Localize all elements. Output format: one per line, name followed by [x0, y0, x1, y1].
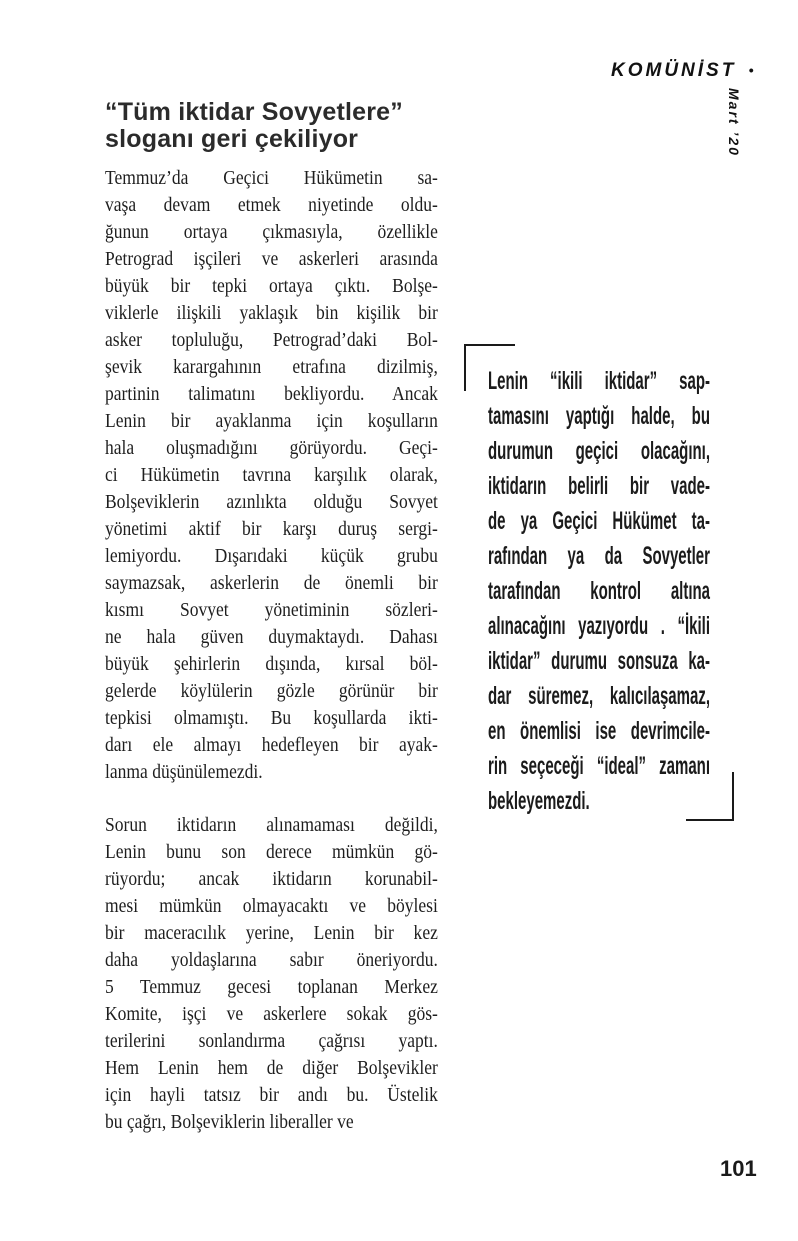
- body-text-line: tepkisi olmamıştı. Bu koşullarda ikti-: [105, 707, 438, 729]
- body-text-line: daha yoldaşlarına sabır öneriyordu.: [105, 949, 438, 971]
- body-text-line: lemiyordu. Dışarıdaki küçük grubu: [105, 545, 438, 567]
- body-text-line: gelerde köylülerin gözle görünür bir: [105, 680, 438, 702]
- body-text-line: asker topluluğu, Petrograd’daki Bol-: [105, 329, 438, 351]
- pullquote-line: bekleyemezdi.: [488, 787, 590, 815]
- body-text-line: Lenin bir ayaklanma için koşulların: [105, 410, 438, 432]
- pullquote-line: rafından ya da Sovyetler: [488, 542, 710, 570]
- body-text-line: ci Hükümetin tavrına karşılık olarak,: [105, 464, 438, 486]
- body-text-line: kısmı Sovyet yönetiminin sözleri-: [105, 599, 438, 621]
- body-text-line: büyük şehirlerin dışında, kırsal böl-: [105, 653, 438, 675]
- body-text-line: Hem Lenin hem de diğer Bolşevikler: [105, 1057, 438, 1079]
- pullquote-line: iktidarın belirli bir vade-: [488, 472, 710, 500]
- pullquote-line: de ya Geçici Hükümet ta-: [488, 507, 710, 535]
- body-text-line: Lenin bunu son derece mümkün gö-: [105, 841, 438, 863]
- masthead-bullet-icon: •: [748, 62, 754, 78]
- body-text-line: terilerini sonlandırma çağrısı yaptı.: [105, 1030, 438, 1052]
- article-body: [105, 165, 438, 1136]
- pullquote-line: Lenin “ikili iktidar” sap-: [488, 367, 710, 395]
- body-text-line: lanma düşünülemezdi.: [105, 761, 263, 783]
- body-text-line: mesi mümkün olmayacaktı ve böylesi: [105, 895, 438, 917]
- masthead-title: KOMÜNİST: [611, 60, 737, 81]
- page-number: 101: [720, 1156, 757, 1181]
- pullquote-line: tamasını yaptığı halde, bu: [488, 402, 710, 430]
- body-text-line: bu çağrı, Bolşeviklerin liberaller ve: [105, 1111, 354, 1133]
- body-text-line: yönetimi aktif bir karşı duruş sergi-: [105, 518, 438, 540]
- pullquote-line: iktidar” durumu sonsuza ka-: [488, 647, 710, 675]
- body-text-line: hala oluşmadığını görüyordu. Geçi-: [105, 437, 438, 459]
- body-text-line: vaşa devam etmek niyetinde oldu-: [105, 194, 438, 216]
- body-text-line: ne hala güven duymaktaydı. Dahası: [105, 626, 438, 648]
- body-text-line: büyük bir tepki ortaya çıktı. Bolşe-: [105, 275, 438, 297]
- body-text-line: Petrograd işçileri ve askerleri arasında: [105, 248, 438, 270]
- body-text-line: darı ele almayı hedefleyen bir ayak-: [105, 734, 438, 756]
- article-title: [105, 99, 475, 153]
- body-text-line: viklerle ilişkili yaklaşık bin kişilik bir: [105, 302, 438, 324]
- pullquote-line: rin seçeceği “ideal” zamanı: [488, 752, 710, 780]
- body-text-line: bir maceracılık yerine, Lenin bir kez: [105, 922, 438, 944]
- body-text-line: Sorun iktidarın alınamaması değildi,: [105, 814, 438, 836]
- body-text-line: partinin talimatını bekliyordu. Ancak: [105, 383, 438, 405]
- body-text-line: saymazsak, askerlerin de önemli bir: [105, 572, 438, 594]
- body-text-line: için hayli tatsız bir andı bu. Üstelik: [105, 1084, 438, 1106]
- body-text-line: Temmuz’da Geçici Hükümetin sa-: [105, 167, 438, 189]
- pullquote-line: alınacağını yazıyordu . “İkili: [488, 612, 710, 640]
- body-text-line: rüyordu; ancak iktidarın korunabil-: [105, 868, 438, 890]
- paragraph: [105, 165, 438, 786]
- article-title-line-1: “Tüm iktidar Sovyetlere”: [105, 98, 403, 126]
- masthead: [611, 60, 754, 82]
- body-text-line: şevik karargahının etrafına dizilmiş,: [105, 356, 438, 378]
- paragraph: [105, 812, 438, 1136]
- body-text-line: Komite, işçi ve askerlere sokak gös-: [105, 1003, 438, 1025]
- body-text-line: Bolşeviklerin azınlıkta olduğu Sovyet: [105, 491, 438, 513]
- pullquote-line: dar süremez, kalıcılaşamaz,: [488, 682, 710, 710]
- pullquote-close-bracket: [686, 772, 734, 821]
- body-text-line: 5 Temmuz gecesi toplanan Merkez: [105, 976, 438, 998]
- pullquote: [488, 364, 710, 819]
- pullquote-line: en önemlisi ise devrimcile-: [488, 717, 710, 745]
- issue-date: Mart ’20: [726, 88, 742, 157]
- pullquote-line: durumun geçici olacağını,: [488, 437, 710, 465]
- body-text-line: ğunun ortaya çıkmasıyla, özellikle: [105, 221, 438, 243]
- article-title-line-2: sloganı geri çekiliyor: [105, 125, 359, 153]
- pullquote-line: tarafından kontrol altına: [488, 577, 710, 605]
